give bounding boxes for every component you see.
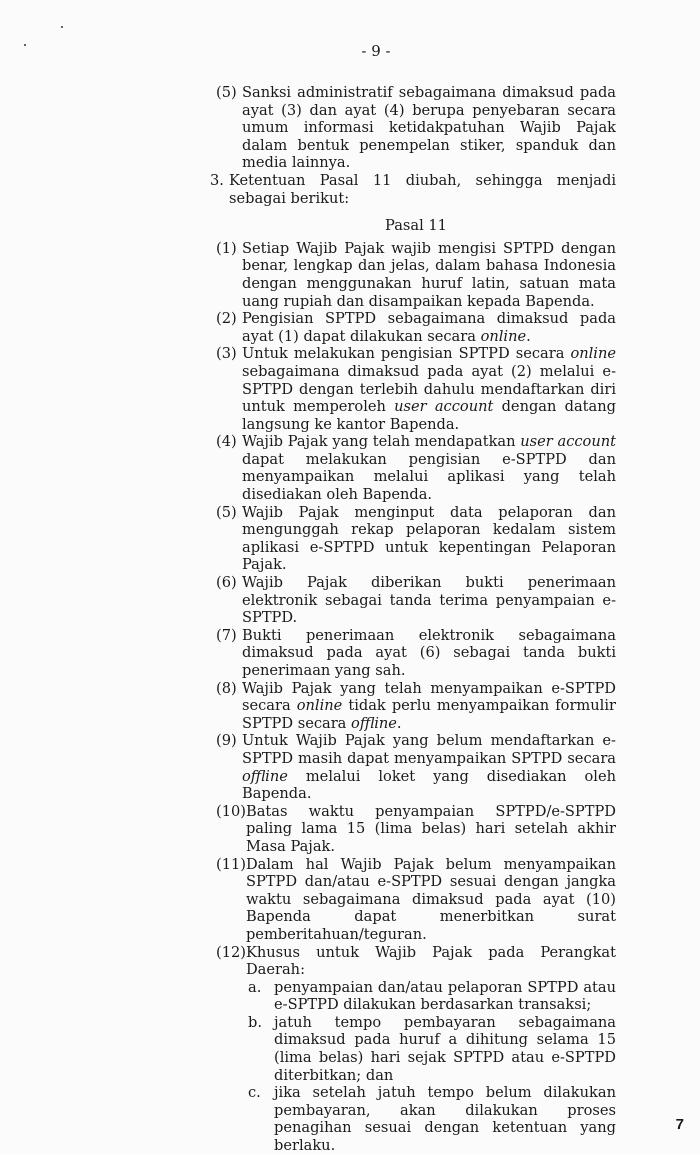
article-item-5	[216, 504, 616, 574]
list-item-prev-5	[216, 84, 616, 172]
text-run: Untuk Wajib Pajak yang belum mendaftarkan e-SPTPD masih dapat menyampaikan SPTPD secara	[242, 732, 616, 767]
italic-term: online	[296, 697, 343, 715]
sub-item-letter: b.	[248, 1013, 262, 1031]
item-text	[242, 345, 616, 433]
item-text: Batas waktu penyampaian SPTPD/e-SPTPD paling lama 15 (lima belas) hari setelah akhir Masa Pajak.	[245, 802, 616, 855]
item-text: Dalam hal Wajib Pajak belum menyampaikan SPTPD dan/atau e-SPTPD sesuai dengan jangka waktu sebagaimana dimaksud pada ayat (10) Bapenda dapat menerbitkan surat pemberitahuan/teguran.	[245, 855, 616, 943]
amendment-text: Ketentuan Pasal 11 diubah, sehingga menjadi sebagai berikut:	[229, 171, 616, 207]
text-run: Wajib Pajak yang telah mendapatkan	[242, 433, 521, 451]
page-header	[0, 42, 700, 60]
item-number: (8)	[216, 679, 237, 697]
text-run: dengan datang langsung ke kantor Bapenda.	[242, 398, 616, 433]
item-text: Wajib Pajak diberikan bukti penerimaan elektronik sebagai tanda terima penyampaian e-SPTPD.	[242, 574, 616, 627]
item-text: Wajib Pajak menginput data pelaporan dan mengunggah rekap pelaporan kedalam sistem aplikasi e-SPTPD untuk kepentingan Pelaporan Pajak.	[242, 503, 616, 574]
sub-item-text: jika setelah jatuh tempo belum dilakukan pembayaran, akan dilakukan proses penagihan sesuai dengan ketentuan yang berlaku.	[274, 1084, 616, 1155]
item-number: (12)	[216, 943, 246, 961]
scan-speck	[61, 26, 63, 28]
article-item-9	[216, 732, 616, 802]
sub-item-b	[248, 1014, 616, 1084]
document-body	[210, 84, 616, 1155]
italic-term: user account	[520, 433, 616, 451]
italic-term: user account	[394, 398, 494, 416]
text-run: Untuk melakukan pengisian SPTPD secara	[242, 345, 571, 363]
article-item-3	[216, 345, 616, 433]
article-item-11	[216, 856, 616, 944]
text-run: sebagaimana dimaksud pada ayat (2) melalui e-SPTPD dengan terlebih dahulu mendaftarkan diri untuk memperoleh	[242, 362, 616, 416]
item-number: (3)	[216, 345, 237, 363]
item-number: (4)	[216, 433, 237, 451]
article-item-4	[216, 433, 616, 503]
text-run: Wajib Pajak yang telah menyampaikan e-SPTPD secara	[242, 679, 616, 715]
item-number: (5)	[216, 503, 237, 521]
item-text	[242, 310, 616, 345]
italic-term: online	[480, 327, 527, 345]
sub-item-text: penyampaian dan/atau pelaporan SPTPD atau e-SPTPD dilakukan berdasarkan transaksi;	[274, 978, 616, 1014]
item-text: Bukti penerimaan elektronik sebagaimana dimaksud pada ayat (6) sebagai tanda bukti penerimaan yang sah.	[242, 626, 616, 679]
amendment-number: 3.	[210, 171, 224, 189]
article-item-8	[216, 680, 616, 733]
item-number: (7)	[216, 626, 237, 644]
item-number: (2)	[216, 310, 237, 328]
sub-item-text: jatuh tempo pembayaran sebagaimana dimaksud pada huruf a dihitung selama 15 (lima belas) hari sejak SPTPD atau e-SPTPD diterbitkan; dan	[274, 1013, 616, 1084]
text-run: tidak perlu menyampaikan formulir SPTPD secara	[242, 697, 616, 732]
item-text	[242, 433, 616, 503]
text-run: .	[526, 327, 531, 345]
item-text	[242, 680, 616, 733]
amendment-item	[210, 172, 616, 207]
article-item-1	[216, 240, 616, 310]
item-number: (10)	[216, 802, 246, 820]
text-run: .	[396, 714, 402, 732]
text-run: melalui loket yang disediakan oleh Bapenda.	[242, 767, 616, 803]
italic-term: offline	[351, 714, 397, 732]
page-header-number: - 9 -	[361, 42, 391, 60]
sub-item-letter: a.	[248, 978, 262, 996]
footer-page-number: 7	[675, 1116, 684, 1133]
article-title: Pasal 11	[385, 217, 447, 235]
item-text: Setiap Wajib Pajak wajib mengisi SPTPD dengan benar, lengkap dan jelas, dalam bahasa Indonesia dengan menggunakan huruf latin, satuan mata uang rupiah dan disampaikan kepada Bapenda.	[242, 239, 616, 310]
item-number: (9)	[216, 732, 237, 750]
item-number: (1)	[216, 239, 237, 257]
sub-item-a	[248, 979, 616, 1014]
item-text	[242, 732, 616, 802]
item-number: (11)	[216, 855, 246, 873]
article-item-2	[216, 310, 616, 345]
item-number: (6)	[216, 574, 237, 592]
article-item-7	[216, 627, 616, 680]
italic-term: offline	[242, 767, 288, 785]
text-run: dapat melakukan pengisian e-SPTPD dan menyampaikan melalui aplikasi yang telah disediakan oleh Bapenda.	[242, 450, 616, 504]
item-number: (5)	[216, 84, 237, 101]
sub-item-letter: c.	[248, 1084, 261, 1102]
item-text: Sanksi administratif sebagaimana dimaksud pada ayat (3) dan ayat (4) berupa penyebaran secara umum informasi ketidakpatuhan Wajib Pajak dalam bentuk penempelan stiker, spanduk dan media lainnya.	[242, 84, 616, 172]
article-item-6	[216, 574, 616, 627]
article-item-10	[216, 803, 616, 856]
item-text: Khusus untuk Wajib Pajak pada Perangkat Daerah:	[245, 943, 616, 979]
article-item-12	[216, 944, 616, 979]
text-run: Pengisian SPTPD sebagaimana dimaksud pada ayat (1) dapat dilakukan secara	[242, 310, 616, 345]
sub-item-c	[248, 1084, 616, 1154]
italic-term: online	[570, 345, 616, 363]
